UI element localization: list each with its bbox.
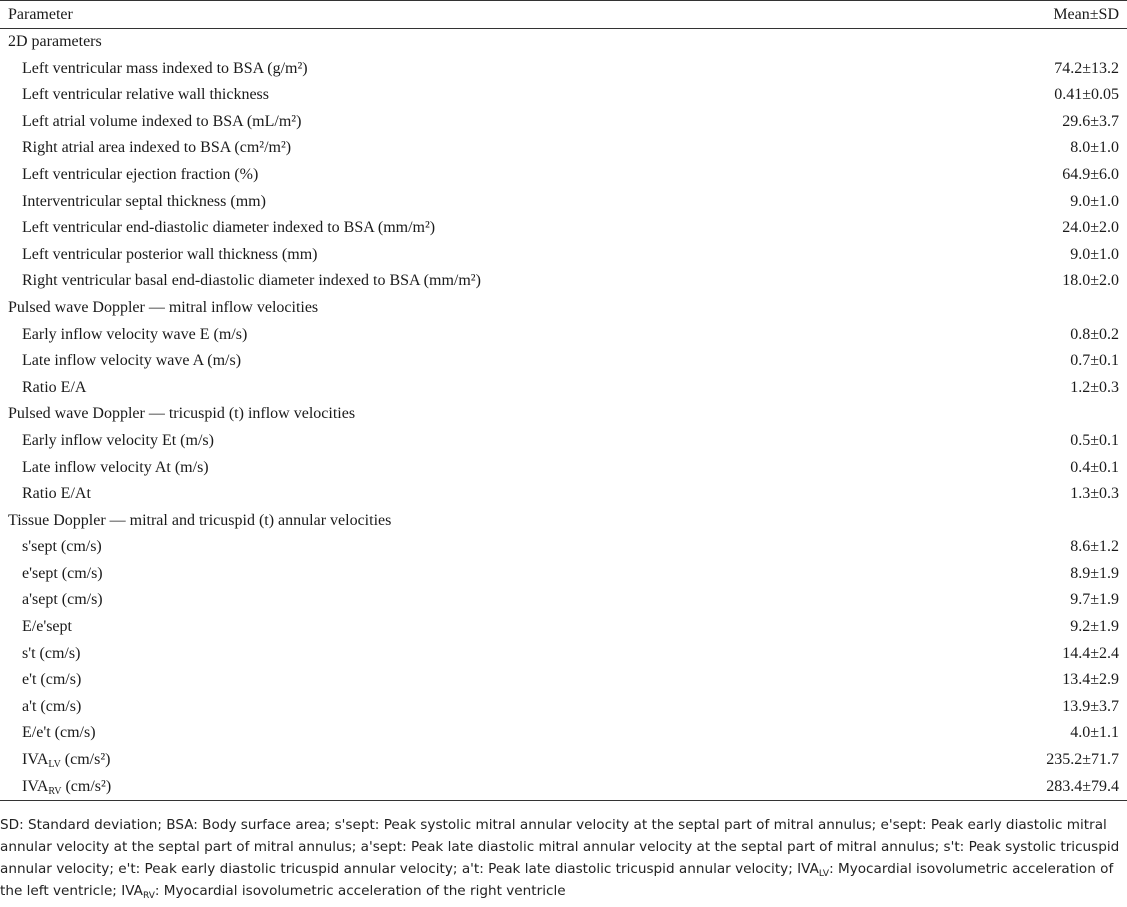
row-label: Left atrial volume indexed to BSA (mL/m²) xyxy=(22,112,302,130)
row-value: 13.4±2.9 xyxy=(1062,671,1119,689)
row-label: e't (cm/s) xyxy=(22,671,82,689)
section-row xyxy=(0,295,1127,322)
table-row xyxy=(0,455,1127,482)
row-value: 1.2±0.3 xyxy=(1070,378,1119,396)
table-row xyxy=(0,135,1127,162)
row-value: 74.2±13.2 xyxy=(1054,59,1119,77)
section-label: Pulsed wave Doppler — tricuspid (t) inflow velocities xyxy=(8,405,356,423)
row-value: 9.2±1.9 xyxy=(1070,618,1119,636)
section-label: Tissue Doppler — mitral and tricuspid (t) annular velocities xyxy=(8,511,392,529)
table-row xyxy=(0,82,1127,109)
header-parameter: Parameter xyxy=(8,6,73,23)
row-value: 0.7±0.1 xyxy=(1070,352,1119,370)
table-row xyxy=(0,215,1127,242)
table-row xyxy=(0,189,1127,216)
row-value: 0.8±0.2 xyxy=(1070,325,1119,343)
row-label: Right atrial area indexed to BSA (cm²/m²) xyxy=(22,139,292,157)
table-row xyxy=(0,375,1127,402)
row-value: 9.7±1.9 xyxy=(1070,591,1119,609)
row-label: a'sept (cm/s) xyxy=(22,591,103,609)
table-row xyxy=(0,614,1127,641)
row-value: 235.2±71.7 xyxy=(1046,751,1119,769)
table-body xyxy=(0,29,1127,747)
section-row xyxy=(0,401,1127,428)
table-row xyxy=(0,747,1127,774)
row-value: 8.9±1.9 xyxy=(1070,564,1119,582)
row-label: Left ventricular relative wall thickness xyxy=(22,86,270,104)
row-label: $IVA_{RV}$ (cm/s²) xyxy=(22,777,112,797)
table-row xyxy=(0,534,1127,561)
table-row xyxy=(0,268,1127,295)
table-row xyxy=(0,56,1127,83)
row-label: Interventricular septal thickness (mm) xyxy=(22,192,266,210)
row-label: Ratio E/A xyxy=(22,378,87,396)
table-row xyxy=(0,561,1127,588)
row-value: 0.4±0.1 xyxy=(1070,458,1119,476)
row-value: 8.6±1.2 xyxy=(1070,538,1119,556)
row-value: 9.0±1.0 xyxy=(1070,192,1119,210)
row-label: Ratio E/At xyxy=(22,485,91,503)
row-label: E/e'sept xyxy=(22,618,72,636)
row-label: Right ventricular basal end-diastolic diameter indexed to BSA (mm/m²) xyxy=(22,272,481,290)
row-label: e'sept (cm/s) xyxy=(22,564,103,582)
table-row xyxy=(0,162,1127,189)
row-value: 29.6±3.7 xyxy=(1062,112,1119,130)
row-label: Late inflow velocity wave A (m/s) xyxy=(22,352,242,370)
row-label: Left ventricular mass indexed to BSA (g/m²) xyxy=(22,59,308,77)
row-value: 64.9±6.0 xyxy=(1062,165,1119,183)
row-value: 1.3±0.3 xyxy=(1070,485,1119,503)
row-label: $IVA_{LV}$ (cm/s²) xyxy=(22,751,111,771)
table-row xyxy=(0,641,1127,668)
section-label: Pulsed wave Doppler — mitral inflow velocities xyxy=(8,298,319,316)
table-row xyxy=(0,322,1127,349)
table-row xyxy=(0,694,1127,721)
table-row xyxy=(0,667,1127,694)
section-row xyxy=(0,508,1127,535)
row-value: 8.0±1.0 xyxy=(1070,139,1119,157)
table-row xyxy=(0,774,1127,802)
row-label: Early inflow velocity Et (m/s) xyxy=(22,431,214,449)
row-value: 0.41±0.05 xyxy=(1054,86,1119,104)
row-value: 24.0±2.0 xyxy=(1062,219,1119,237)
table-row xyxy=(0,109,1127,136)
row-value: 0.5±0.1 xyxy=(1070,431,1119,449)
row-label: a't (cm/s) xyxy=(22,697,82,715)
section-label: 2D parameters xyxy=(8,33,102,50)
table-row xyxy=(0,348,1127,375)
row-label: s'sept (cm/s) xyxy=(22,538,102,556)
table-row xyxy=(0,720,1127,747)
table-row xyxy=(0,587,1127,614)
row-label: s't (cm/s) xyxy=(22,644,81,662)
row-value: 9.0±1.0 xyxy=(1070,245,1119,263)
row-label: E/e't (cm/s) xyxy=(22,724,96,742)
row-value: 4.0±1.1 xyxy=(1070,724,1119,742)
row-label: Late inflow velocity At (m/s) xyxy=(22,458,209,476)
row-label: Left ventricular end-diastolic diameter indexed to BSA (mm/m²) xyxy=(22,219,436,237)
section-row xyxy=(0,29,1127,56)
row-value: 18.0±2.0 xyxy=(1062,272,1119,290)
table-footnote: SD: Standard deviation; BSA: Body surface area; s'sept: Peak systolic mitral annular velocity at the septal part of mitral annulus; e'sept: Peak early diastolic mitral annular velocity at the septal part of mitral annulus; a'sept: Peak late diastolic mitral annular velocity at the septal part of mitral annulus; s't: Peak systolic tricuspid annular velocity; e't: Peak early diastolic tricuspid annular velocity; a't: Peak late diastolic tricuspid annular velocity; $IVA_{LV}$: Myocardial isovolumetric acceleration of the left ventricle; $IVA_{RV}$: Myocardial isovolumetric acceleration of the right ventricle xyxy=(0,817,1120,901)
table-row xyxy=(0,428,1127,455)
row-value: 13.9±3.7 xyxy=(1062,697,1119,715)
table-row xyxy=(0,242,1127,269)
row-label: Early inflow velocity wave E (m/s) xyxy=(22,325,248,343)
table-header xyxy=(0,1,1127,29)
row-value: 14.4±2.4 xyxy=(1062,644,1119,662)
header-mean-sd: Mean±SD xyxy=(1053,6,1119,23)
row-label: Left ventricular ejection fraction (%) xyxy=(22,165,259,183)
row-value: 283.4±79.4 xyxy=(1046,777,1119,795)
row-label: Left ventricular posterior wall thickness (mm) xyxy=(22,245,318,263)
table-row xyxy=(0,481,1127,508)
